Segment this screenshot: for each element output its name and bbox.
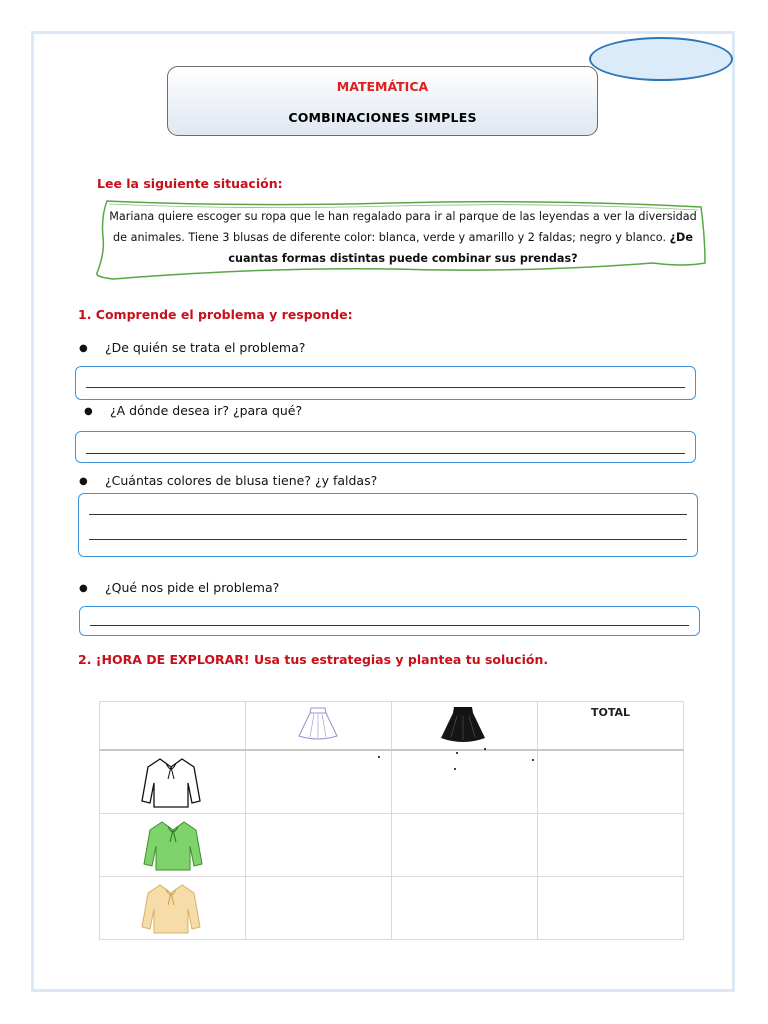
answer-box-1[interactable] xyxy=(75,366,696,400)
white-blouse-icon xyxy=(138,753,204,811)
stray-mark xyxy=(456,752,458,754)
table-total-header xyxy=(538,702,684,751)
answer-line xyxy=(90,625,689,626)
name-oval xyxy=(589,37,733,81)
table-header-row xyxy=(100,702,684,751)
subject-title: MATEMÁTICA xyxy=(336,79,429,94)
bullet-icon: ● xyxy=(84,406,93,417)
table-cell[interactable] xyxy=(246,877,392,940)
question-3-text: ¿Cuántas colores de blusa tiene? ¿y faldas? xyxy=(105,473,378,488)
answer-line xyxy=(89,514,687,515)
green-blouse-icon xyxy=(140,816,206,874)
table-row xyxy=(100,877,684,940)
question-2 xyxy=(84,403,302,418)
bullet-icon: ● xyxy=(79,476,88,487)
answer-line xyxy=(86,453,685,454)
situation-body: Mariana quiere escoger su ropa que le han regalado para ir al parque de las leyendas a ver la diversidad de animales. Tiene 3 blusas de diferente color: blanca, verde y amarillo y 2 faldas; negro y blanco. xyxy=(109,210,697,244)
table-header-cell xyxy=(246,702,392,751)
table-total-cell[interactable] xyxy=(538,877,684,940)
answer-box-3[interactable] xyxy=(78,493,698,557)
table-row xyxy=(100,750,684,814)
table-row-header-cell xyxy=(100,750,246,814)
section1-heading: 1. Comprende el problema y responde: xyxy=(78,307,353,322)
title-box xyxy=(167,66,598,136)
section2-heading: 2. ¡HORA DE EXPLORAR! Usa tus estrategias y plantea tu solución. xyxy=(78,652,549,667)
table-row xyxy=(100,814,684,877)
combination-table xyxy=(99,701,684,940)
table-header-cell xyxy=(392,702,538,751)
table-cell[interactable] xyxy=(246,814,392,877)
table-total-cell[interactable] xyxy=(538,814,684,877)
table-cell[interactable] xyxy=(392,877,538,940)
bullet-icon: ● xyxy=(79,343,88,354)
situation-heading: Lee la siguiente situación: xyxy=(97,176,283,191)
situation-text xyxy=(103,206,703,269)
bullet-icon: ● xyxy=(79,583,88,594)
situation-question: ¿De cuantas formas distintas puede combinar sus prendas? xyxy=(228,231,693,265)
stray-mark xyxy=(532,759,534,761)
answer-box-4[interactable] xyxy=(79,606,700,636)
table-row-header-cell xyxy=(100,877,246,940)
black-skirt-icon xyxy=(437,704,491,748)
total-label: TOTAL xyxy=(590,706,631,719)
table-cell[interactable] xyxy=(392,750,538,814)
stray-mark xyxy=(378,756,380,758)
question-3 xyxy=(79,473,377,488)
answer-box-2[interactable] xyxy=(75,431,696,463)
table-cell[interactable] xyxy=(392,814,538,877)
table-cell[interactable] xyxy=(246,750,392,814)
stray-mark xyxy=(454,768,456,770)
table-row-header-cell xyxy=(100,814,246,877)
question-1-text: ¿De quién se trata el problema? xyxy=(105,340,306,355)
question-2-text: ¿A dónde desea ir? ¿para qué? xyxy=(110,403,303,418)
table-total-cell[interactable] xyxy=(538,750,684,814)
topic-title: COMBINACIONES SIMPLES xyxy=(288,110,477,125)
question-4 xyxy=(79,580,279,595)
question-4-text: ¿Qué nos pide el problema? xyxy=(105,580,280,595)
answer-line xyxy=(86,387,685,388)
white-skirt-icon xyxy=(293,704,343,744)
yellow-blouse-icon xyxy=(138,879,204,937)
stray-mark xyxy=(484,748,486,750)
table-corner-cell xyxy=(100,702,246,751)
question-1 xyxy=(79,340,305,355)
answer-line xyxy=(89,539,687,540)
